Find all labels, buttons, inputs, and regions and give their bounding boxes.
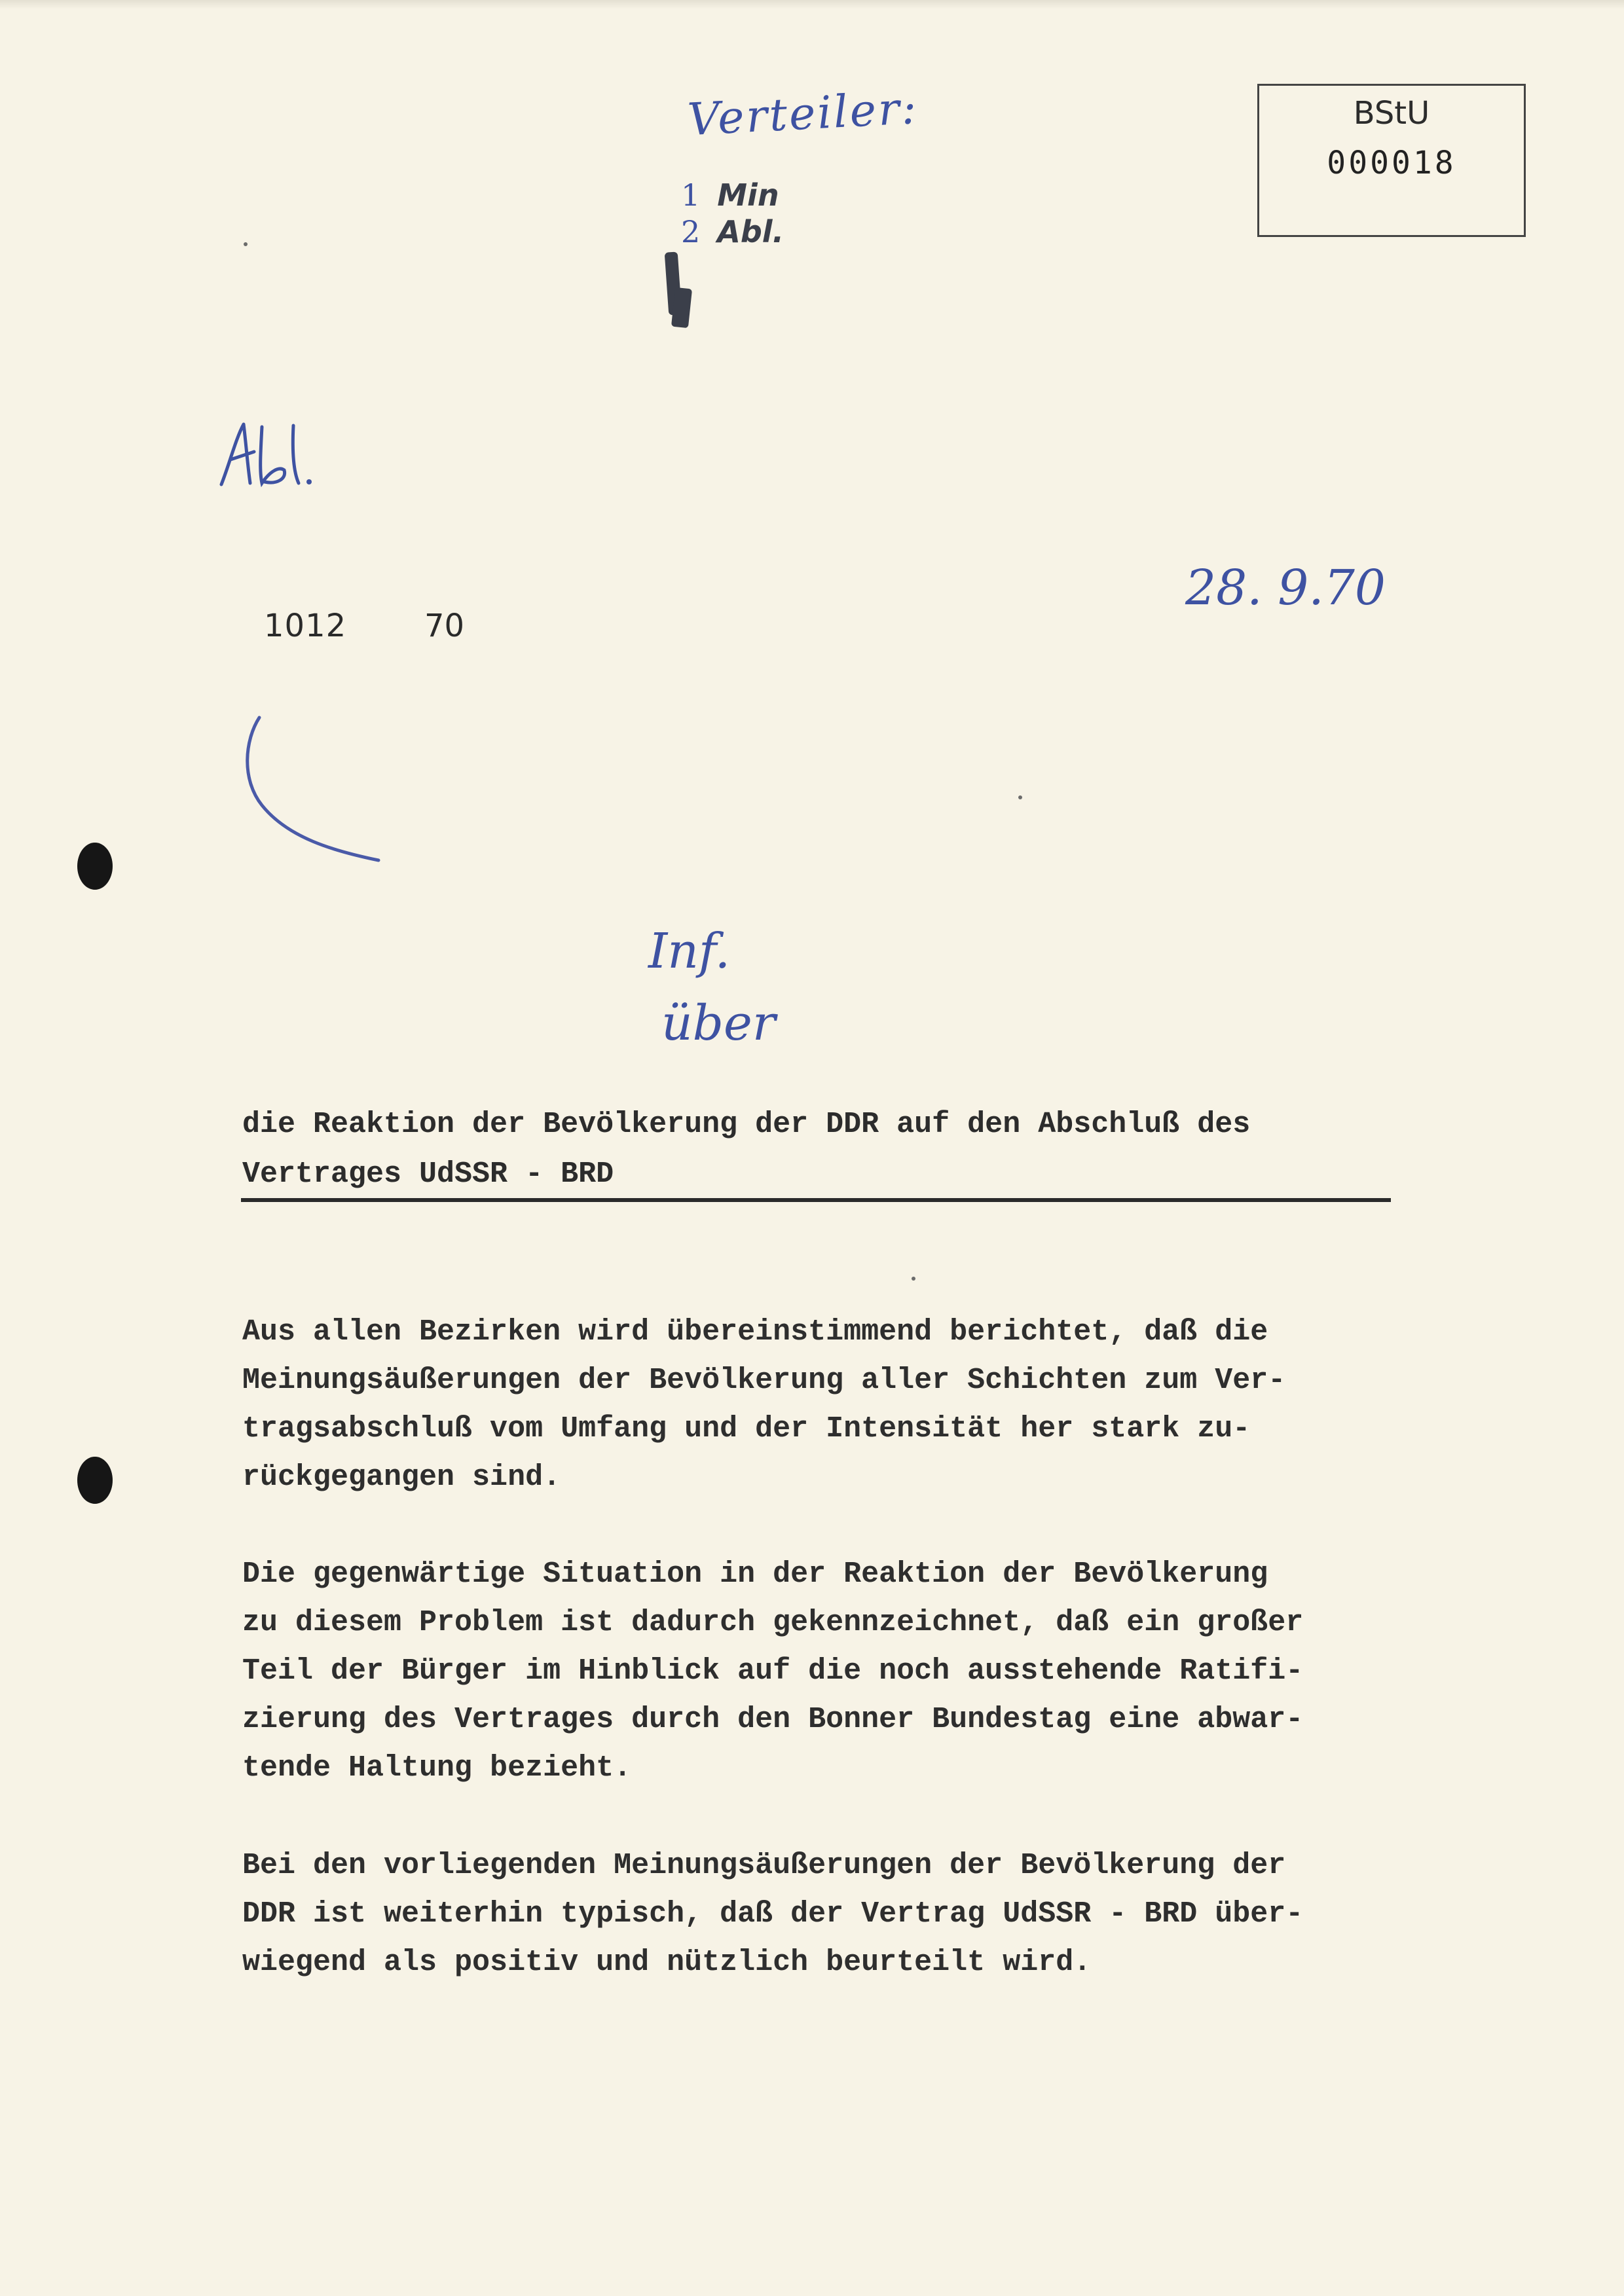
heading-underline xyxy=(241,1198,1391,1202)
paragraph-line: Meinungsäußerungen der Bevölkerung aller Schichten zum Ver- xyxy=(242,1364,1286,1397)
page-top-edge xyxy=(0,0,1624,9)
paragraph-line: wiegend als positiv und nützlich beurteilt wird. xyxy=(242,1946,1092,1979)
reference-number: 1012 xyxy=(264,608,347,644)
handwritten-info-label-ueber: über xyxy=(661,995,776,1051)
punch-hole xyxy=(77,1457,113,1504)
distribution-entry-text: Abl. xyxy=(717,214,784,249)
paragraph-line: Bei den vorliegenden Meinungsäußerungen der Bevölkerung der xyxy=(242,1849,1286,1882)
heading-line: Vertrages UdSSR - BRD xyxy=(242,1157,614,1191)
punch-hole xyxy=(77,843,113,890)
paragraph-line: tragsabschluß vom Umfang und der Intensität her stark zu- xyxy=(242,1412,1251,1446)
paper-speck xyxy=(244,242,248,246)
handwritten-distribution-heading: Verteiler: xyxy=(686,82,920,147)
paragraph-line: DDR ist weiterhin typisch, daß der Vertrag UdSSR - BRD über- xyxy=(242,1897,1304,1931)
distribution-entry-number: 2 xyxy=(681,214,701,249)
pen-scribble-mark xyxy=(671,287,692,328)
paragraph-line: zu diesem Problem ist dadurch gekennzeichnet, daß ein großer xyxy=(242,1606,1304,1639)
paragraph-line: Die gegenwärtige Situation in der Reaktion der Bevölkerung xyxy=(242,1558,1268,1591)
handwritten-date: 28. 9.70 xyxy=(1185,560,1386,616)
body-paragraph xyxy=(242,1842,1421,1987)
body-paragraph xyxy=(242,1308,1421,1502)
stamp-number: 000018 xyxy=(1327,145,1456,181)
reference-year: 70 xyxy=(424,608,465,644)
distribution-entry-text: Min xyxy=(717,177,779,213)
pen-bracket-mark xyxy=(236,714,393,871)
handwritten-distribution-list xyxy=(681,177,784,250)
paragraph-line: Teil der Bürger im Hinblick auf die noch ausstehende Ratifi- xyxy=(242,1654,1304,1688)
distribution-entry xyxy=(681,177,784,213)
paragraph-line: rückgegangen sind. xyxy=(242,1461,561,1494)
stamp-label: BStU xyxy=(1353,95,1430,132)
paragraph-line: tende Haltung bezieht. xyxy=(242,1751,632,1785)
heading-line: die Reaktion der Bevölkerung der DDR auf den Abschluß des xyxy=(242,1108,1251,1141)
document-heading xyxy=(242,1100,1388,1199)
distribution-entry-number: 1 xyxy=(681,177,701,213)
paper-speck xyxy=(1018,795,1022,799)
archive-stamp xyxy=(1257,84,1526,237)
paper-speck xyxy=(912,1277,915,1281)
paragraph-line: zierung des Vertrages durch den Bonner Bundestag eine abwar- xyxy=(242,1703,1304,1736)
body-paragraph xyxy=(242,1550,1421,1793)
handwritten-info-label: Inf. xyxy=(648,923,731,979)
handwritten-filing-note-icon xyxy=(216,419,321,491)
paragraph-line: Aus allen Bezirken wird übereinstimmend berichtet, daß die xyxy=(242,1315,1268,1349)
distribution-entry xyxy=(681,213,784,250)
